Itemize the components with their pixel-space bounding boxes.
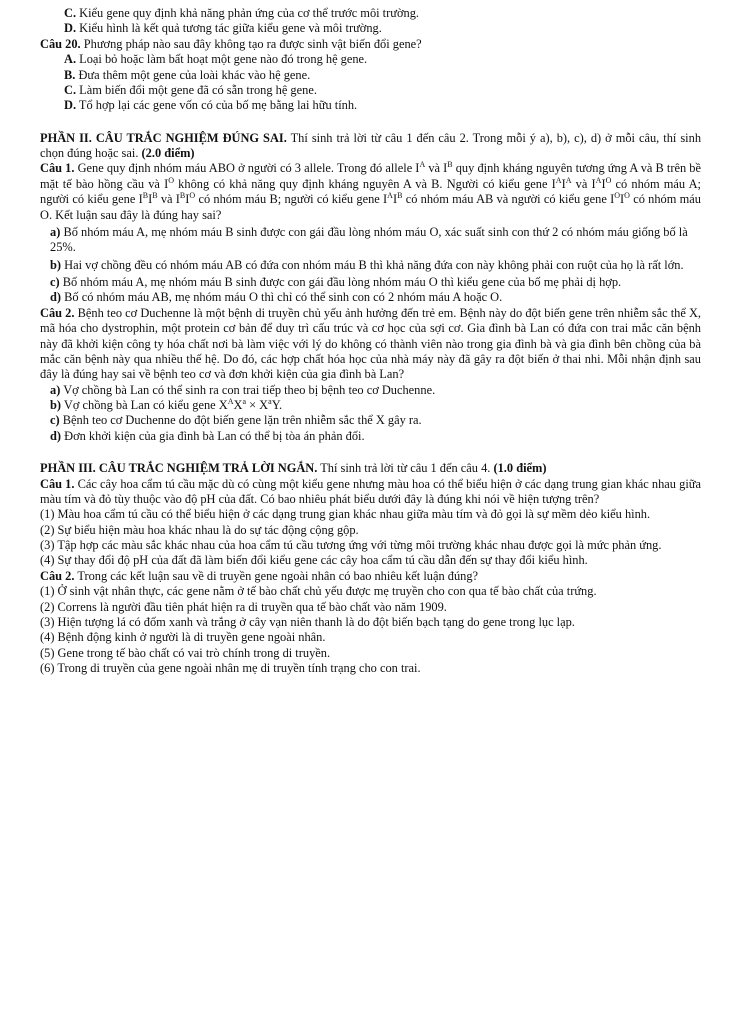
q20-option-b: B. Đưa thêm một gene của loài khác vào hệ gene.: [64, 67, 311, 82]
part3-q1-stem: Câu 1. Các cây hoa cẩm tú cầu mặc dù có cùng một kiểu gene nhưng màu hoa có thể biểu hiện ở các dạng trung gian khác nhau giữa màu tím và đỏ tùy thuộc vào độ pH của đất. Có bao nhiêu phát biểu dưới đây là đúng khi nói về hiện tượng trên?: [40, 476, 701, 506]
part2-q1-item-a: a) Bố nhóm máu A, mẹ nhóm máu B sinh được con gái đầu lòng nhóm máu O, xác suất sinh con thứ 2 có nhóm máu giống bố là 25%.: [50, 224, 688, 255]
part3-heading: PHẦN III. CÂU TRẮC NGHIỆM TRẢ LỜI NGẮN. Thí sinh trả lời từ câu 1 đến câu 4. (1.0 điểm): [40, 461, 547, 476]
part2-q1-item-c: c) Bố nhóm máu A, mẹ nhóm máu B sinh được con gái đầu lòng nhóm máu O thì kiểu gene của bố mẹ phải dị hợp.: [50, 275, 622, 289]
q19-option-d: D. Kiểu hình là kết quả tương tác giữa kiểu gene và môi trường.: [64, 21, 382, 36]
part2-q2-item-a: a) Vợ chồng bà Lan có thể sinh ra con trai tiếp theo bị bệnh teo cơ Duchenne.: [50, 382, 436, 397]
q19-option-c: C. Kiểu gene quy định khả năng phản ứng của cơ thể trước môi trường.: [64, 6, 420, 20]
q20-option-d: D. Tổ hợp lại các gene vốn có của bố mẹ bằng lai hữu tính.: [64, 98, 358, 113]
part3-q1-statement: (1) Màu hoa cẩm tú cầu có thể biểu hiện ở các dạng trung gian khác nhau giữa màu tím và đỏ gọi là sự mềm dẻo kiểu hình.: [40, 507, 651, 522]
part3-q2-statement: (6) Trong di truyền của gene ngoài nhân mẹ di truyền tính trạng cho con trai.: [40, 661, 421, 675]
part2-q2-stem: Câu 2. Bệnh teo cơ Duchenne là một bệnh di truyền chủ yếu ảnh hưởng đến trẻ em. Bệnh này do đột biến gene trên nhiễm sắc thể X, mã hóa cho dystrophin, một protein cơ bản để duy trì cấu trúc và cơ học của sợi cơ. Gia đình bà Lan có đứa con trai mắc căn bệnh này đã khởi kiện công ty hóa chất nơi bà làm việc với lý do không có thành viên nào trong gia đình bà và gia đình bên chồng của bà mắc căn bệnh này qua nhiều thế hệ. Do đó, các hợp chất hóa học của nhà máy này đã gây ra đột biến ở thai nhi. Mỗi nhận định sau đây là đúng hay sai về bệnh teo cơ và đơn khởi kiện của gia đình bà Lan?: [40, 305, 702, 382]
part3-q2-statement: (5) Gene trong tế bào chất có vai trò chính trong di truyền.: [40, 645, 331, 660]
part3-q2-statement: (2) Correns là người đầu tiên phát hiện ra di truyền qua tế bào chất vào năm 1909.: [40, 599, 447, 614]
part2-heading: PHẦN II. CÂU TRẮC NGHIỆM ĐÚNG SAI. Thí sinh trả lời từ câu 1 đến câu 2. Trong mỗi ý a), b), c), d) ở mỗi câu, thí sinh chọn đúng hoặc sai. (2.0 điểm): [40, 130, 702, 160]
q20-stem: Câu 20. Phương pháp nào sau đây không tạo ra được sinh vật biến đổi gene?: [40, 36, 422, 51]
part3-q2-statement: (1) Ở sinh vật nhân thực, các gene nằm ở tế bào chất chủ yếu được mẹ truyền cho con qua tế bào chất của trứng.: [40, 584, 597, 599]
part2-q1-item-b: b) Hai vợ chồng đều có nhóm máu AB có đứa con nhóm máu B thì khả năng đứa con này không phải con ruột của họ là rất lớn.: [50, 257, 684, 272]
part3-q2-stem: Câu 2. Trong các kết luận sau về di truyền gene ngoài nhân có bao nhiêu kết luận đúng?: [40, 568, 479, 583]
part3-q2-statement: (3) Hiện tượng lá có đốm xanh và trắng ở cây vạn niên thanh là do đột biến bạch tạng do gene trong lục lạp.: [40, 614, 575, 629]
part2-q1-stem: Câu 1. Gene quy định nhóm máu ABO ở người có 3 allele. Trong đó allele $I^A$ và $I^B$ quy định kháng nguyên tương ứng A và B trên bề mặt tế bào hồng cầu và $I^O$ không có khả năng quy định kháng nguyên A và B. Người có kiểu gene $I^AI^A$ và $I^AI^O$ có nhóm máu A; người có kiểu gene $I^BI^B$ và $I^BI^O$ có nhóm máu B; người có kiểu gene $I^AI^B$ có nhóm máu AB và người có kiểu gene $I^OI^O$ có nhóm máu O. Kết luận sau đây là đúng hay sai?: [40, 160, 701, 222]
part2-q1-item-d: d) Bố có nhóm máu AB, mẹ nhóm máu O thì chỉ có thể sinh con có 2 nhóm máu A hoặc O.: [50, 290, 503, 305]
part3-q1-statement: (2) Sự biểu hiện màu hoa khác nhau là do sự tác động cộng gộp.: [40, 522, 359, 537]
part3-q2-statement: (4) Bệnh động kinh ở người là di truyền gene ngoài nhân.: [40, 630, 326, 645]
part2-q2-item-c: c) Bệnh teo cơ Duchenne do đột biến gene lặn trên nhiễm sắc thể X gây ra.: [50, 413, 422, 428]
part2-q2-item-d: d) Đơn khởi kiện của gia đình bà Lan có thể bị tòa án phản đối.: [50, 428, 365, 443]
q20-option-a: A. Loại bỏ hoặc làm bất hoạt một gene nào đó trong hệ gene.: [64, 52, 368, 67]
part3-q1-statement: (4) Sự thay đổi độ pH của đất đã làm biến đổi kiểu gene các cây hoa cẩm tú cầu dẫn đến sự thay đổi kiểu hình.: [40, 553, 588, 568]
part2-q2-item-b: b) Vợ chồng bà Lan có kiểu gene $X^AX^a \times X^aY$.: [50, 397, 283, 412]
part3-q1-statement: (3) Tập hợp các màu sắc khác nhau của hoa cẩm tú cầu tương ứng với từng môi trường khác nhau được gọi là mức phản ứng.: [40, 538, 662, 552]
q20-option-c: C. Làm biến đổi một gene đã có sẵn trong hệ gene.: [64, 82, 317, 97]
